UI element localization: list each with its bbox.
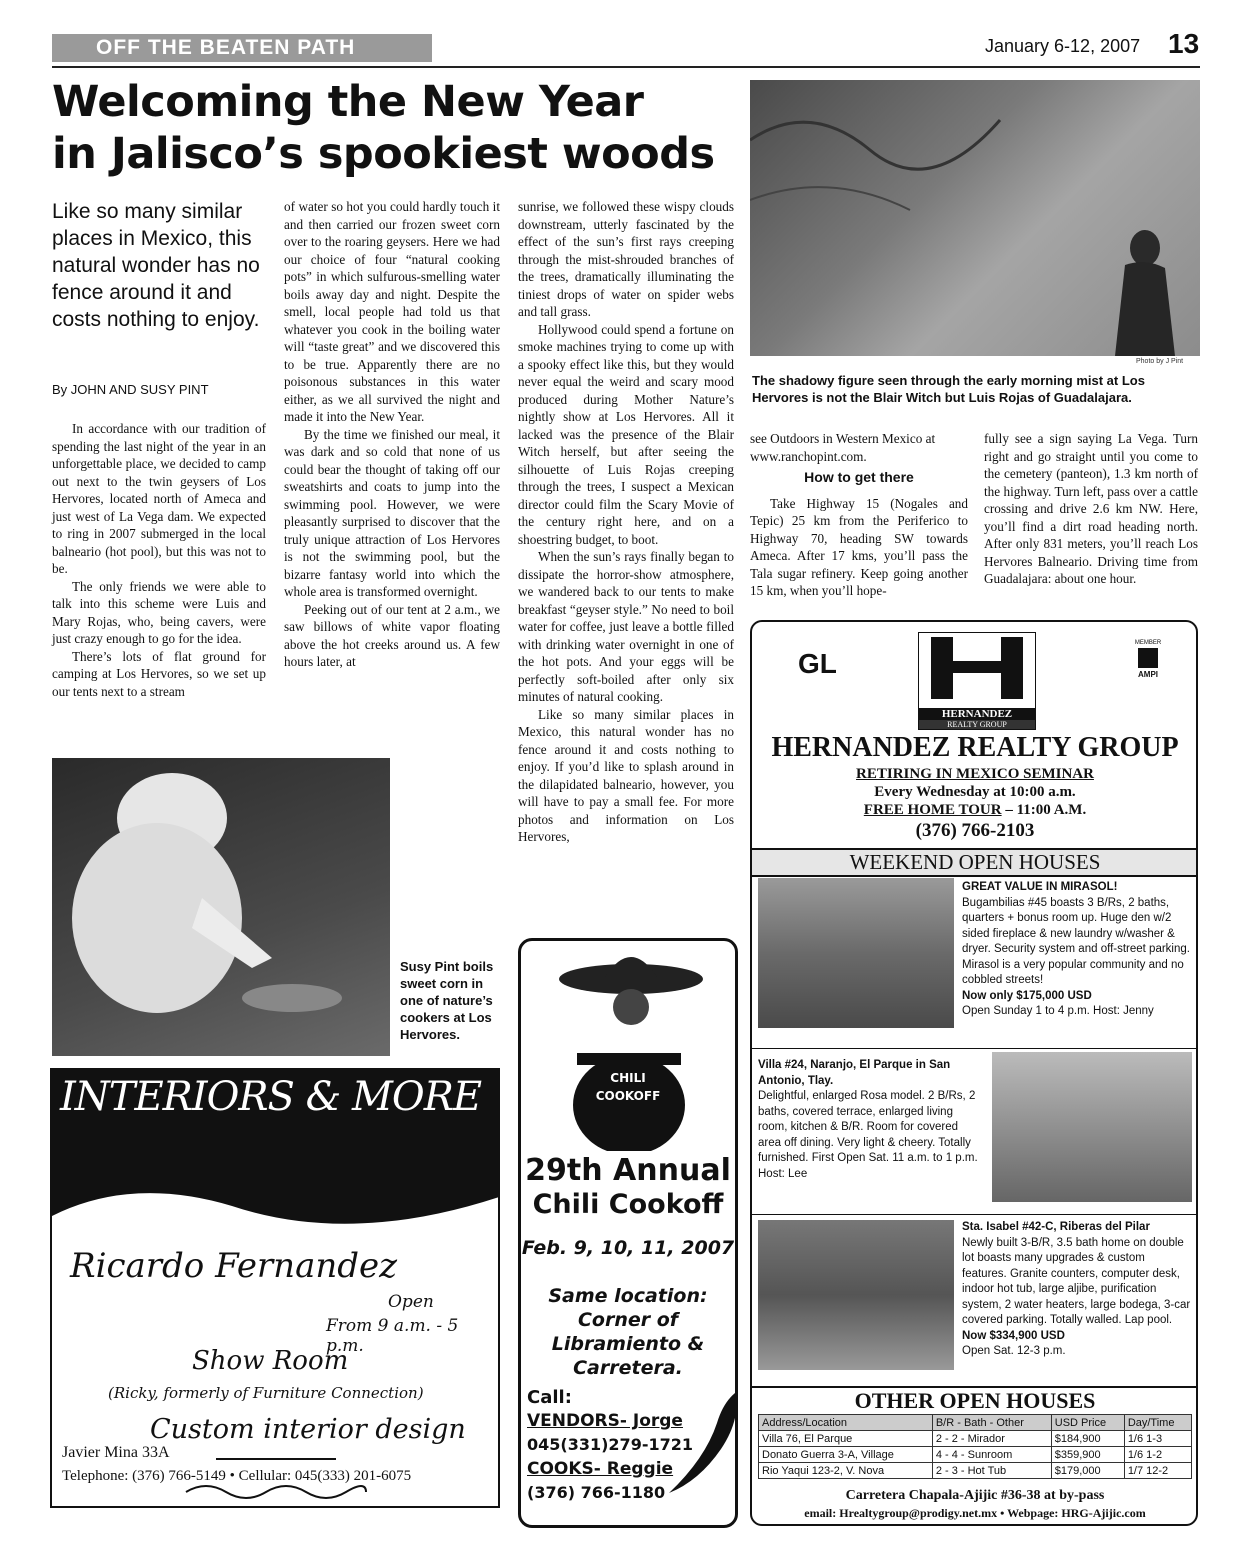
listing-2-body: Delightful, enlarged Rosa model. 2 B/Rs, 2 baths, covered terrace, enlarged living room, kitchen & B/R. Room for covered area off dining. Very light & cheery. Totally furnished. First Open Sat. 11 a.m. to 1 p.m. Host: Lee — [758, 1090, 978, 1180]
ampi-label: AMPI — [1138, 670, 1158, 679]
article-column-4 — [750, 430, 968, 600]
event-title-2: Chili Cookoff — [532, 1189, 724, 1220]
paragraph: sunrise, we followed these wispy clouds downstream, utterly fascinated by the effect of the sun’s first rays creeping through the mist-shrouded branches of the trees, dramatically illuminating the tiniest drops of water on spider webs and tall grass. — [518, 199, 734, 319]
table-cell: $179,000 — [1051, 1463, 1124, 1479]
h-monogram-icon — [919, 633, 1035, 703]
column-header: Address/Location — [759, 1415, 933, 1431]
table-cell: Donato Guerra 3-A, Village — [759, 1447, 933, 1463]
location-line-3: Carretera. — [573, 1357, 683, 1379]
paragraph: Take Highway 15 (Nogales and Tepic) 25 km from the Periferico to Highway 70, heading SW towards Ameca. After 17 kms, you’ll pass the Tala sugar refinery. Keep going another 15 km, when you’ll hope- — [750, 495, 968, 598]
listing-2-photo — [992, 1052, 1192, 1202]
ornament-divider — [216, 1458, 336, 1460]
seminar-title: RETIRING IN MEXICO SEMINAR — [856, 766, 1094, 782]
silhouette-figure-icon — [750, 80, 1200, 356]
headline-line-2: in Jalisco’s spookiest woods — [52, 129, 715, 179]
top-rule — [52, 66, 1200, 68]
shop-address: Javier Mina 33A — [62, 1444, 170, 1461]
table-cell: $359,900 — [1051, 1447, 1124, 1463]
listing-1 — [962, 880, 1192, 1020]
home-tour-label: FREE HOME TOUR — [863, 802, 1002, 818]
owner-name: Ricardo Fernandez — [70, 1246, 398, 1286]
call-label: Call: — [527, 1387, 572, 1408]
table-row — [759, 1447, 1192, 1463]
column-header: USD Price — [1051, 1415, 1124, 1431]
column-header: B/R - Bath - Other — [932, 1415, 1051, 1431]
listing-1-title: GREAT VALUE IN MIRASOL! — [962, 881, 1118, 893]
table-cell: 2 - 3 - Hot Tub — [932, 1463, 1051, 1479]
cooking-photo — [52, 758, 390, 1056]
table-header-row — [759, 1415, 1192, 1431]
paragraph: Like so many similar places in Mexico, this natural wonder has no fence around it and costs nothing to enjoy. If you’d like to splash around in the dilapidated balneario, however, you will have to pay a small fee. For more photos and information on Los Hervores, — [518, 706, 734, 844]
event-dates: Feb. 9, 10, 11, 2007 — [521, 1237, 735, 1259]
listing-1-open: Open Sunday 1 to 4 p.m. Host: Jenny — [962, 1005, 1154, 1017]
mist-photo — [750, 80, 1200, 356]
vendors-phone: 045(331)279-1721 — [527, 1435, 693, 1454]
location-label: Same location: — [548, 1285, 708, 1307]
realty-ad — [750, 620, 1198, 1526]
chili-cookoff-ad — [518, 938, 738, 1528]
listing-1-photo — [758, 878, 954, 1028]
paragraph: see Outdoors in Western Mexico at www.ranchopint.com. — [750, 431, 936, 464]
logo-group: REALTY GROUP — [919, 720, 1035, 729]
sombrero-pot-mascot-icon — [521, 941, 735, 1151]
listing-2 — [758, 1058, 984, 1182]
listing-3-body: Newly built 3-B/R, 3.5 bath home on double lot boasts many upgrades & custom features. Granite counters, computer desk, indoor hot tub, large aljibe, purification system, 2 water heaters, large bodega, 3-car covered parking. Totally walled. Lap pool. — [962, 1236, 1191, 1326]
interiors-ad-title: INTERIORS & MORE — [60, 1074, 482, 1120]
ampi-badge — [1128, 640, 1168, 679]
paragraph: Peeking out of our tent at 2 a.m., we saw billows of white vapor floating above the hot creeks around us. A few hours later, at — [284, 601, 500, 669]
paragraph: fully see a sign saying La Vega. Turn right and go straight until you come to the cemetery (panteon), 1.3 km north of the highway. Turn left, pass over a cattle crossing and drive 2.6 km NW. Here, you’ll find a dirt road heading north. After only 831 meters, you’ll reach Los Hervores Balneario. Driving time from Guadalajara: about one hour. — [984, 431, 1198, 586]
article-column-2 — [284, 198, 500, 671]
shop-telephone: Telephone: (376) 766-5149 • Cellular: 045(333) 201-6075 — [62, 1468, 412, 1484]
table-cell: 2 - 2 - Mirador — [932, 1431, 1051, 1447]
realty-phone: (376) 766-2103 — [915, 820, 1035, 841]
listing-3-title: Sta. Isabel #42-C, Riberas del Pilar — [962, 1221, 1150, 1233]
divider — [752, 1048, 1198, 1049]
table-row — [759, 1431, 1192, 1447]
ampi-icon — [1138, 648, 1158, 668]
member-label: MEMBER — [1134, 640, 1162, 646]
article-column-5 — [984, 430, 1198, 588]
weekend-heading: WEEKEND OPEN HOUSES — [752, 848, 1198, 877]
ricky-note: (Ricky, formerly of Furniture Connection) — [108, 1384, 424, 1402]
other-heading: OTHER OPEN HOUSES — [752, 1386, 1198, 1414]
article-column-3 — [518, 198, 734, 846]
realty-address: Carretera Chapala-Ajijic #36-38 at by-pass — [845, 1488, 1105, 1503]
pot-text-cookoff: COOKOFF — [595, 1089, 661, 1103]
listing-1-body: Bugambilias #45 boasts 3 B/Rs, 2 baths, quarters + bonus room up. Huge den w/2 sided fireplace & new laundry w/washer & dryer. Security system and off-street parking. Mirasol is a very popular community and no cobbled streets! — [962, 896, 1190, 986]
event-title-1: 29th Annual — [525, 1153, 731, 1188]
cooks-phone: (376) 766-1180 — [527, 1483, 666, 1502]
wave-ornament-icon — [52, 1156, 500, 1246]
paragraph: In accordance with our tradition of spending the last night of the year in an unforgettable place, we decided to camp out next to the twin geysers of Los Hervores, located north of Ameca and just west of La Vega dam. We expected to ring in 2007 submerged in the local balneario (hot pool), but this was not to be. — [52, 421, 266, 576]
paragraph: By the time we finished our meal, it was dark and so cold that none of us could bear the thought of taking off our sweatshirts and coats to jump into the swimming pool. However, we were pleasantly surprised to discover that the truly unique attraction of Los Hervores is not the swimming pool, but the bizarre fantasy world into which the whole area is transformed overnight. — [284, 426, 500, 599]
location-line-2: Libramiento & — [551, 1333, 705, 1355]
listing-3-photo — [758, 1220, 954, 1370]
seminar-schedule: Every Wednesday at 10:00 a.m. — [874, 784, 1076, 800]
paragraph: There’s lots of flat ground for camping at Los Hervores, so we set up our tents next to a stream — [52, 648, 266, 699]
table-cell: 1/7 12-2 — [1124, 1463, 1191, 1479]
issue-date: January 6-12, 2007 — [985, 36, 1141, 56]
scroll-ornament-icon — [176, 1480, 376, 1504]
interiors-ad-header — [52, 1070, 498, 1162]
open-houses-table — [758, 1414, 1192, 1479]
mist-photo-caption: The shadowy figure seen through the early morning mist at Los Hervores is not the Blair Witch but Luis Rojas of Guadalajara. — [752, 373, 1145, 405]
cooking-photo-caption: Susy Pint boils sweet corn in one of nature’s cookers at Los Hervores. — [400, 959, 494, 1042]
table-row — [759, 1463, 1192, 1479]
logo-brand: HERNANDEZ — [919, 708, 1035, 720]
listing-3-open: Open Sat. 12-3 p.m. — [962, 1345, 1066, 1357]
table-cell: 1/6 1-2 — [1124, 1447, 1191, 1463]
column-header: Day/Time — [1124, 1415, 1191, 1431]
divider — [752, 1214, 1198, 1215]
page-number: 13 — [1168, 28, 1200, 59]
paragraph: When the sun’s rays finally began to dissipate the horror-show atmosphere, we wandered back to our tents to make breakfast “geyser style.” No need to boil water for coffee, just leave a bottle filled with drinking water overnight in one of the hot pots. And your eggs will be perfectly soft-boiled after only six minutes of natural cooking. — [518, 549, 734, 704]
table-cell: 1/6 1-3 — [1124, 1431, 1191, 1447]
listing-3 — [962, 1220, 1192, 1360]
paragraph: The only friends we were able to talk into this scheme were Luis and Mary Rojas, who, being cavers, were just crazy enough to go for the idea. — [52, 578, 266, 646]
section-banner: OFF THE BEATEN PATH — [52, 34, 432, 62]
interiors-ad — [50, 1068, 500, 1508]
home-tour-time: – 11:00 A.M. — [1001, 802, 1087, 818]
company-name: HERNANDEZ REALTY GROUP — [771, 732, 1179, 763]
listing-3-price: Now $334,900 USD — [962, 1329, 1065, 1342]
byline: By JOHN AND SUSY PINT — [52, 382, 209, 397]
table-cell: $184,900 — [1051, 1431, 1124, 1447]
listing-1-price: Now only $175,000 USD — [962, 989, 1092, 1002]
photo-credit: Photo by J Pint — [1136, 358, 1184, 365]
open-hours: From 9 a.m. - 5 p.m. — [326, 1316, 459, 1356]
deck: Like so many similar places in Mexico, this natural wonder has no fence around it and costs nothing to enjoy. — [52, 200, 260, 331]
paragraph: of water so hot you could hardly touch it and then carried our frozen sweet corn over to the roaring geysers. Here we had our choice of four “natural cooking pots” in which sulfurous-smelling water boils away day and night. Despite the smell, local people had told us that whatever you cook in the boiling water will “taste great” and we discovered this to be true. Apparently there are no poisonous substances in this water either, as we all survived the night and made it into the New Year. — [284, 199, 500, 424]
listing-2-title: Villa #24, Naranjo, El Parque in San Antonio, Tlay. — [758, 1059, 951, 1087]
table-cell: 4 - 4 - Sunroom — [932, 1447, 1051, 1463]
custom-design: Custom interior design — [150, 1414, 466, 1445]
article-column-1 — [52, 420, 266, 700]
headline — [52, 76, 742, 180]
show-room: Show Room — [192, 1346, 349, 1376]
pot-text-chili: CHILI — [610, 1071, 646, 1085]
table-cell: Rio Yaqui 123-2, V. Nova — [759, 1463, 933, 1479]
cooks-contact: COOKS- Reggie — [527, 1459, 674, 1479]
location-line-1: Corner of — [577, 1309, 679, 1331]
paragraph: Hollywood could spend a fortune on smoke machines trying to come up with a spooky effect like this, but they would never equal the weird and scary mood produced during Mother Nature’s nightly show at Los Hervores. All it lacked was the presence of the Blair Witch herself, but after seeing the silhouette of Luis Rojas creeping through the trees, I suspect a Mexican director could film the Scary Movie of the century right here, and on a shoestring budget, to boot. — [518, 321, 734, 547]
how-to-heading: How to get there — [804, 469, 914, 485]
table-cell: Villa 76, El Parque — [759, 1431, 933, 1447]
headline-line-1: Welcoming the New Year — [52, 77, 644, 127]
open-label: Open — [388, 1292, 434, 1312]
realty-contact[interactable]: email: Hrealtygroup@prodigy.net.mx • Webpage: HRG-Ajijic.com — [804, 1506, 1146, 1520]
home-tour — [752, 802, 1198, 819]
vendors-contact: VENDORS- Jorge — [527, 1411, 683, 1431]
hernandez-logo — [918, 632, 1036, 730]
gl-logo: GL — [798, 648, 837, 679]
crouching-person-icon — [52, 758, 390, 1056]
